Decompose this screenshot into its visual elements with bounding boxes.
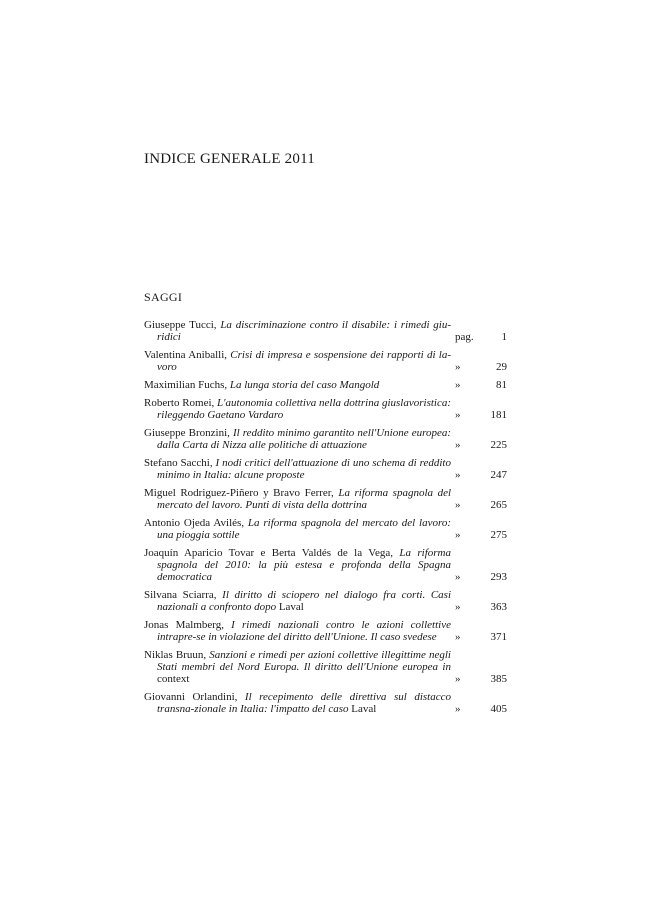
- entry-author: Giovanni Orlandini: [144, 691, 235, 703]
- entry-title: I rimedi nazionali contro le azioni collettive intrapre-se in violazione del diritto dell'Unione. Il caso svedese: [157, 619, 451, 643]
- page-number: 81: [496, 379, 507, 391]
- toc-entry: Roberto Romei, L'autonomia collettiva nella dottrina giuslavoristica: rileggendo Gaetano Vardaro » 181: [144, 397, 507, 421]
- toc-entry: Joaquín Aparicio Tovar e Berta Valdés de la Vega, La riforma spagnola del 2010: la più estesa e profonda della Spagna democratica » 293: [144, 547, 507, 583]
- page-title: INDICE GENERALE 2011: [144, 151, 315, 167]
- entry-author: Joaquín Aparicio Tovar e Berta Valdés de la Vega: [144, 547, 391, 559]
- page-prefix: »: [455, 529, 461, 541]
- entry-author: Valentina Aniballi: [144, 349, 225, 361]
- entry-title: Il reddito minimo garantito nell'Unione europea: dalla Carta di Nizza alle politiche di attuazione: [157, 427, 451, 451]
- entry-title: La lunga storia del caso Mangold: [229, 379, 380, 391]
- page-prefix: »: [455, 469, 461, 481]
- page-prefix: »: [455, 631, 461, 643]
- entry-author: Maximilian Fuchs: [144, 379, 225, 391]
- entry-title-roman: Laval: [351, 703, 377, 715]
- entry-title: Il diritto di sciopero nel dialogo fra corti. Casi nazionali a confronto dopo: [157, 589, 451, 613]
- page-prefix: »: [455, 361, 461, 373]
- toc-entry: Silvana Sciarra, Il diritto di sciopero nel dialogo fra corti. Casi nazionali a confronto dopo Laval » 363: [144, 589, 507, 613]
- entry-title: La riforma spagnola del mercato del lavoro. Punti di vista della dottrina: [157, 487, 452, 511]
- entry-title: L'autonomia collettiva nella dottrina giuslavoristica: rileggendo Gaetano Vardaro: [157, 397, 452, 421]
- entry-author: Niklas Bruun: [144, 649, 204, 661]
- entry-author: Jonas Malmberg: [144, 619, 222, 631]
- toc-entry: Giuseppe Tucci, La discriminazione contro il disabile: i rimedi giu-ridici pag. 1: [144, 319, 507, 343]
- toc-entry: Miguel Rodriguez-Piñero y Bravo Ferrer, La riforma spagnola del mercato del lavoro. Punti di vista della dottrina » 265: [144, 487, 507, 511]
- entry-title-roman: Laval: [278, 601, 304, 613]
- toc-entry: Giovanni Orlandini, Il recepimento delle direttiva sul distacco transna-zionale in Italia: l'impatto del caso Laval » 405: [144, 691, 507, 715]
- entry-title: La riforma spagnola del mercato del lavoro: una pioggia sottile: [157, 517, 452, 541]
- toc-entry: Antonio Ojeda Avilés, La riforma spagnola del mercato del lavoro: una pioggia sottile » 275: [144, 517, 507, 541]
- entry-author: Giuseppe Tucci: [144, 319, 214, 331]
- page-number: 293: [490, 571, 507, 583]
- toc-entry: Giuseppe Bronzini, Il reddito minimo garantito nell'Unione europea: dalla Carta di Nizza alle politiche di attuazione » 225: [144, 427, 507, 451]
- toc-entry: Maximilian Fuchs, La lunga storia del caso Mangold » 81: [144, 379, 507, 391]
- entry-author: Roberto Romei: [144, 397, 212, 409]
- page-prefix: »: [455, 673, 461, 685]
- page-number: 247: [490, 469, 507, 481]
- entry-author: Antonio Ojeda Avilés: [144, 517, 242, 529]
- page-number: 265: [490, 499, 507, 511]
- page-prefix: »: [455, 601, 461, 613]
- section-title: SAGGI: [144, 290, 183, 304]
- toc-entry: Valentina Aniballi, Crisi di impresa e sospensione dei rapporti di la-voro » 29: [144, 349, 507, 373]
- toc-entry: Stefano Sacchi, I nodi critici dell'attuazione di uno schema di reddito minimo in Italia: alcune proposte » 247: [144, 457, 507, 481]
- page-prefix: »: [455, 409, 461, 421]
- page-number: 405: [490, 703, 507, 715]
- entry-title-roman: context: [157, 673, 190, 685]
- entry-title: Sanzioni e rimedi per azioni collettive illegittime negli Stati membri del Nord Europa. Il diritto dell'Unione europea in: [157, 649, 451, 673]
- page-prefix: »: [455, 703, 461, 715]
- page-prefix: »: [455, 379, 461, 391]
- page-number: 385: [490, 673, 507, 685]
- entry-author: Miguel Rodriguez-Piñero y Bravo Ferrer: [144, 487, 332, 499]
- toc-entry: Jonas Malmberg, I rimedi nazionali contro le azioni collettive intrapre-se in violazione del diritto dell'Unione. Il caso svedese » 371: [144, 619, 507, 643]
- page-number: 275: [490, 529, 507, 541]
- entry-title: La discriminazione contro il disabile: i rimedi giu-ridici: [157, 319, 452, 343]
- entry-author: Giuseppe Bronzini: [144, 427, 228, 439]
- page-number: 225: [490, 439, 507, 451]
- page-number: 371: [490, 631, 507, 643]
- entry-author: Stefano Sacchi: [144, 457, 210, 469]
- page-prefix: »: [455, 439, 461, 451]
- entry-title: La riforma spagnola del 2010: la più estesa e profonda della Spagna democratica: [157, 547, 451, 583]
- entry-title: Il recepimento delle direttiva sul distacco transna-zionale in Italia: l'impatto del caso: [157, 691, 451, 715]
- page-prefix: pag.: [455, 331, 474, 343]
- entry-title: Crisi di impresa e sospensione dei rapporti di la-voro: [157, 349, 452, 373]
- page-number: 181: [490, 409, 507, 421]
- page-number: 1: [501, 331, 507, 343]
- entry-title: I nodi critici dell'attuazione di uno schema di reddito minimo in Italia: alcune proposte: [157, 457, 451, 481]
- table-of-contents: [144, 319, 507, 721]
- page-number: 363: [490, 601, 507, 613]
- page-prefix: »: [455, 499, 461, 511]
- page-number: 29: [496, 361, 507, 373]
- entry-author: Silvana Sciarra: [144, 589, 214, 601]
- page-prefix: »: [455, 571, 461, 583]
- toc-entry: Niklas Bruun, Sanzioni e rimedi per azioni collettive illegittime negli Stati membri del Nord Europa. Il diritto dell'Unione europea in context » 385: [144, 649, 507, 685]
